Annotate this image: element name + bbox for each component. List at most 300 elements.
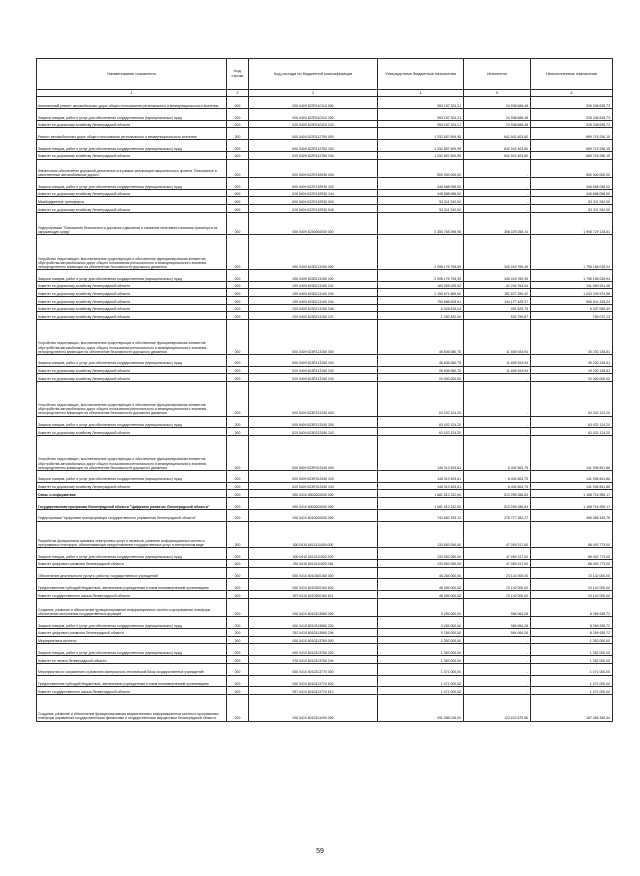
table-row (37, 212, 613, 234)
row-budget-code: 000 0410 0000000000 000 (249, 490, 378, 498)
table-row (37, 617, 613, 629)
row-approved: 750 688 828,61 (378, 296, 464, 304)
row-name: Разработка функционала оказания электронных услуг и сервисов, развитие информационных систем и программных платформ, обеспечивающих предоставление государственных услуг в электронном виде (37, 521, 227, 548)
row-budget-code: 000 0409 622R112750 000 (249, 128, 378, 140)
row-line-code: 200 (227, 644, 249, 656)
row-executed: 24 938 688,48 (464, 120, 531, 128)
row-executed: 6 404 563,75 (464, 482, 531, 490)
row-name: Обеспечение деятельности (услуги, работы) государственных учреждений (37, 567, 227, 579)
row-approved: 291 088 016,00 (378, 695, 464, 722)
header-name: Наименование показателя (37, 59, 227, 90)
table-row (37, 509, 613, 521)
table-row (37, 296, 613, 304)
row-name: Капитальный ремонт автомобильных дорог общего пользования регионального и межмуниципального значения (37, 97, 227, 109)
row-approved: 9 254 000,00 (378, 617, 464, 629)
row-approved: 500 000 000,00 (378, 159, 464, 177)
row-line-code: 200 (227, 235, 249, 270)
row-budget-code: 000 0409 6230213150 000 (249, 235, 378, 270)
row-name: Комитет по дорожному хозяйству Ленинградской области (37, 296, 227, 304)
row-budget-code: 000 0409 623R113150 200 (249, 354, 378, 366)
row-unexecuted: 167 465 340,44 (531, 695, 613, 722)
row-approved: 2 098 176 798,39 (378, 269, 464, 281)
row-executed: 642 942 403,80 (464, 151, 531, 159)
table-row (37, 381, 613, 416)
column-number: 2 (227, 90, 249, 97)
row-executed: - (464, 644, 531, 656)
row-name: Финансовое обеспечение дорожной деятельности в рамках реализации национального проекта "Безопасные и качественные автомобильные дороги" (37, 159, 227, 177)
table-body (37, 97, 613, 722)
table-row (37, 490, 613, 498)
row-budget-code: 029 0409 623R113150 243 (249, 366, 378, 374)
row-budget-code: 000 0410 6010300160 600 (249, 579, 378, 591)
table-row (37, 354, 613, 366)
row-approved: 446 688 058,00 (378, 177, 464, 189)
row-line-code: 200 (227, 675, 249, 687)
row-executed: - (464, 374, 531, 382)
row-line-code: 200 (227, 212, 249, 234)
table-row (37, 366, 613, 374)
row-name: Закупка товаров, работ и услуг для обеспечения государственных (муниципальных) нужд (37, 108, 227, 120)
table-row (37, 197, 613, 205)
row-name: Комитет по дорожному хозяйству Ленинградской области (37, 304, 227, 312)
row-budget-code: 000 0409 622R153930 000 (249, 159, 378, 177)
row-executed: - (464, 159, 531, 177)
row-budget-code: 000 0410 6000000000 000 (249, 497, 378, 509)
row-budget-code: 029 0409 6230213150 242 (249, 281, 378, 289)
row-line-code: 200 (227, 354, 249, 366)
row-approved: 1 071 000,00 (378, 675, 464, 687)
table-row (37, 312, 613, 320)
row-executed: 123 622 675,56 (464, 695, 531, 722)
row-approved: 133 552 090,00 (378, 559, 464, 567)
row-approved: 46 836 080,75 (378, 354, 464, 366)
row-unexecuted: 1 998 729 128,81 (531, 212, 613, 234)
row-executed: - (464, 636, 531, 644)
row-line-code: 200 (227, 628, 249, 636)
row-name: Комитет по дорожному хозяйству Ленинградской области (37, 189, 227, 197)
table-row (37, 559, 613, 567)
row-budget-code: 000 0409 622R153930 500 (249, 197, 378, 205)
row-line-code: 200 (227, 289, 249, 297)
row-unexecuted: 35 230 135,81 (531, 320, 613, 355)
row-approved: 1 352 000,00 (378, 636, 464, 644)
row-approved: 353 187 324,21 (378, 120, 464, 128)
table-row (37, 120, 613, 128)
row-executed: 24 938 688,48 (464, 108, 531, 120)
row-unexecuted: 23 142 000,00 (531, 591, 613, 599)
row-executed: 47 059 317,00 (464, 521, 531, 548)
row-budget-code: 000 0410 6010313760 200 (249, 644, 378, 656)
row-unexecuted: 689 715 296,15 (531, 151, 613, 159)
table-row (37, 636, 613, 644)
row-executed: 23 142 000,00 (464, 567, 531, 579)
row-budget-code: 000 0409 622R112750 200 (249, 140, 378, 152)
row-budget-code: 252 0410 6010111000 246 (249, 559, 378, 567)
row-executed: 513 095 286,83 (464, 497, 531, 509)
table-row (37, 374, 613, 382)
row-line-code: 200 (227, 151, 249, 159)
row-executed: 144 177 425,37 (464, 296, 531, 304)
row-unexecuted: 606 511 203,24 (531, 296, 613, 304)
row-name: Комитет по печати Ленинградской области (37, 656, 227, 664)
row-name: Связь и информатика (37, 490, 227, 498)
table-row (37, 151, 613, 159)
row-name: Мероприятия в проекты (37, 636, 227, 644)
row-unexecuted: 141 908 841,86 (531, 470, 613, 482)
table-row (37, 289, 613, 297)
table-row (37, 591, 613, 599)
row-approved: 46 284 000,00 (378, 579, 464, 591)
row-budget-code: 000 0410 6010313760 000 (249, 636, 378, 644)
row-line-code: 200 (227, 177, 249, 189)
row-line-code: 200 (227, 663, 249, 675)
row-budget-code: 000 0410 6010111000 000 (249, 521, 378, 548)
row-name: Закупка товаров, работ и услуг для обеспечения государственных (муниципальных) нужд (37, 269, 227, 281)
row-approved: 53 311 942,00 (378, 205, 464, 213)
row-budget-code: 000 0409 622R110110 200 (249, 108, 378, 120)
row-approved: 1 681 812 242,00 (378, 490, 464, 498)
row-budget-code: 000 0409 6230213150 200 (249, 269, 378, 281)
row-line-code: 200 (227, 559, 249, 567)
row-budget-code: 029 0409 623R313150 243 (249, 482, 378, 490)
row-unexecuted: 1 758 158 028,94 (531, 269, 613, 281)
row-budget-code: 000 0409 623R113150 000 (249, 320, 378, 355)
row-executed: - (464, 197, 531, 205)
row-unexecuted: 8 269 935,72 (531, 598, 613, 616)
row-budget-code: 000 0410 6010313770 000 (249, 663, 378, 675)
row-name: Комитет по дорожному хозяйству Ленинградской области (37, 312, 227, 320)
row-name: Закупка товаров, работ и услуг для обеспечения государственных (муниципальных) нужд (37, 354, 227, 366)
row-unexecuted: 1 168 716 955,17 (531, 497, 613, 509)
table-row (37, 128, 613, 140)
row-approved: 1 681 812 242,00 (378, 497, 464, 509)
row-line-code: 200 (227, 97, 249, 109)
row-executed: - (464, 381, 531, 416)
header-budget-code: Код расхода по бюджетной классификации (249, 59, 378, 90)
row-unexecuted: 1 071 000,00 (531, 687, 613, 695)
header-unexecuted: Неисполненные назначения (531, 59, 613, 90)
row-name: Закупка товаров, работ и услуг для обеспечения государственных (муниципальных) нужд (37, 470, 227, 482)
row-name: Закупка товаров, работ и услуг для обеспечения государственных (муниципальных) нужд (37, 177, 227, 189)
row-name: Закупка товаров, работ и услуг для обеспечения государственных (муниципальных) нужд (37, 140, 227, 152)
row-unexecuted: 1 758 158 028,94 (531, 235, 613, 270)
header-row (37, 59, 613, 90)
row-approved: 1 332 857 699,95 (378, 151, 464, 159)
row-executed: 152 572 290,42 (464, 289, 531, 297)
row-name: Подпрограмма "Цифровая трансформация государственного управления Ленинградской области" (37, 509, 227, 521)
budget-execution-table (36, 58, 613, 722)
header-approved: Утвержденные бюджетные назначения (378, 59, 464, 90)
row-line-code: 200 (227, 320, 249, 355)
row-line-code: 200 (227, 482, 249, 490)
row-approved: 1 332 857 699,95 (378, 128, 464, 140)
row-unexecuted: 446 688 058,00 (531, 189, 613, 197)
row-unexecuted: 86 492 773,00 (531, 559, 613, 567)
row-unexecuted: 328 248 635,73 (531, 108, 613, 120)
row-approved: 2 098 176 798,39 (378, 235, 464, 270)
row-approved: 9 254 000,00 (378, 598, 464, 616)
row-budget-code: 000 0409 623R213150 200 (249, 416, 378, 428)
row-unexecuted: 15 230 135,81 (531, 366, 613, 374)
row-line-code: 200 (227, 617, 249, 629)
row-unexecuted: 1 352 000,00 (531, 644, 613, 656)
column-number: 4 (378, 90, 464, 97)
row-name: Межбюджетные трансферты (37, 197, 227, 205)
table-row (37, 548, 613, 560)
row-budget-code: 000 0410 6010314490 000 (249, 695, 378, 722)
row-executed: 491 529,75 (464, 304, 531, 312)
table-row (37, 675, 613, 687)
row-executed: 984 064,28 (464, 628, 531, 636)
row-budget-code: 029 0409 6230213150 247 (249, 312, 378, 320)
row-line-code: 200 (227, 548, 249, 560)
row-name: Мероприятия по сохранению и развитию материально-технической базы государственных учреждений (37, 663, 227, 675)
table-row (37, 567, 613, 579)
row-budget-code: 029 0409 622R110110 243 (249, 120, 378, 128)
row-executed: - (464, 416, 531, 428)
row-unexecuted: 63 432 124,20 (531, 381, 613, 416)
row-unexecuted: 141 060 261,48 (531, 281, 613, 289)
row-approved: 1 155 871 865,00 (378, 289, 464, 297)
row-executed: - (464, 675, 531, 687)
table-row (37, 644, 613, 656)
row-name: Комитет по дорожному хозяйству Ленинградской области (37, 289, 227, 297)
row-name: Комитет по дорожному хозяйству Ленинградской области (37, 205, 227, 213)
row-unexecuted: 63 432 124,20 (531, 428, 613, 436)
row-line-code: 200 (227, 497, 249, 509)
table-row (37, 695, 613, 722)
row-unexecuted: 1 352 000,00 (531, 636, 613, 644)
row-approved: 46 284 000,00 (378, 567, 464, 579)
row-budget-code: 029 0409 6230213150 243 (249, 289, 378, 297)
row-line-code: 200 (227, 656, 249, 664)
row-approved: 63 432 124,20 (378, 381, 464, 416)
row-unexecuted: 8 269 935,72 (531, 628, 613, 636)
row-line-code: 200 (227, 579, 249, 591)
row-line-code: 200 (227, 521, 249, 548)
row-unexecuted: 23 142 000,00 (531, 579, 613, 591)
row-name: Создание, развитие и обеспечение функционирования информационных систем и программных платформ обеспечения исполнения государственных функций (37, 598, 227, 616)
row-line-code: 200 (227, 428, 249, 436)
row-approved: 1 352 000,00 (378, 656, 464, 664)
column-number: 5 (464, 90, 531, 97)
table-row (37, 159, 613, 177)
table-row (37, 482, 613, 490)
row-budget-code: 000 0409 623R313150 000 (249, 436, 378, 471)
row-line-code: 200 (227, 108, 249, 120)
row-executed: 23 142 000,00 (464, 579, 531, 591)
row-line-code: 200 (227, 159, 249, 177)
table-row (37, 281, 613, 289)
row-approved: 183 305 025,52 (378, 281, 464, 289)
row-budget-code: 000 0409 622R110110 000 (249, 97, 378, 109)
row-line-code: 200 (227, 140, 249, 152)
row-executed: - (464, 656, 531, 664)
row-line-code: 200 (227, 197, 249, 205)
row-name: Комитет государственного заказа Ленинградской области (37, 687, 227, 695)
row-line-code: 200 (227, 120, 249, 128)
row-budget-code: 029 0409 623R113150 244 (249, 374, 378, 382)
table-row (37, 235, 613, 270)
table-row (37, 177, 613, 189)
row-approved: 63 432 124,20 (378, 428, 464, 436)
row-name: Комитет по дорожному хозяйству Ленинградской области (37, 482, 227, 490)
row-name: Комитет по дорожному хозяйству Ленинградской области (37, 151, 227, 159)
row-name: Закупка товаров, работ и услуг для обеспечения государственных (муниципальных) нужд (37, 548, 227, 560)
row-name: Устройство недостающих, восстановление существующих и обеспечение функционирования элементов обустройства автомобильных дорог общего пользования регионального и межмуниципального значения, непосредственно влияющих на обеспечение безопасности дорожного движения (37, 436, 227, 471)
row-name: Комитет по дорожному хозяйству Ленинградской области (37, 366, 227, 374)
row-line-code: 200 (227, 269, 249, 281)
row-budget-code: 997 0410 6010300160 611 (249, 591, 378, 599)
row-budget-code: 000 0409 622R153930 200 (249, 177, 378, 189)
row-budget-code: 000 0410 6010313580 200 (249, 617, 378, 629)
row-budget-code: 976 0410 6010313760 244 (249, 656, 378, 664)
table-row (37, 628, 613, 636)
table-row (37, 189, 613, 197)
row-budget-code: 000 0409 623R213150 000 (249, 381, 378, 416)
row-executed: 23 142 000,00 (464, 591, 531, 599)
row-unexecuted: 689 715 296,15 (531, 140, 613, 152)
row-approved: 148 313 405,61 (378, 436, 464, 471)
row-unexecuted: 1 071 000,00 (531, 675, 613, 687)
row-approved: 9 254 000,00 (378, 628, 464, 636)
row-executed: - (464, 687, 531, 695)
row-line-code: 200 (227, 436, 249, 471)
table-row (37, 304, 613, 312)
row-line-code: 200 (227, 591, 249, 599)
row-budget-code: 000 0409 623R313150 200 (249, 470, 378, 482)
row-name: Государственная программа Ленинградской области "Цифровое развитие Ленинградской области" (37, 497, 227, 509)
row-line-code: 200 (227, 205, 249, 213)
row-line-code: 200 (227, 296, 249, 304)
row-executed: 42 244 764,04 (464, 281, 531, 289)
row-budget-code: 029 0409 622R112750 244 (249, 151, 378, 159)
row-name: Закупка товаров, работ и услуг для обеспечения государственных (муниципальных) нужд (37, 617, 227, 629)
column-number-row (37, 90, 613, 97)
row-budget-code: 252 0410 6010313580 246 (249, 628, 378, 636)
row-executed: 11 605 924,94 (464, 354, 531, 366)
row-unexecuted: 750 072,13 (531, 312, 613, 320)
table-row (37, 470, 613, 482)
row-unexecuted: 1 352 000,00 (531, 656, 613, 664)
row-unexecuted: 141 908 841,86 (531, 436, 613, 471)
row-executed: 642 942 403,80 (464, 140, 531, 152)
row-executed: 340 018 769,45 (464, 235, 531, 270)
header-executed: Исполнено (464, 59, 531, 90)
row-line-code: 200 (227, 416, 249, 428)
table-row (37, 598, 613, 616)
row-line-code: 200 (227, 687, 249, 695)
row-line-code: 200 (227, 366, 249, 374)
row-unexecuted: 141 908 841,86 (531, 482, 613, 490)
row-approved: 63 432 124,20 (378, 416, 464, 428)
row-approved: 743 882 793,12 (378, 509, 464, 521)
row-executed: - (464, 189, 531, 197)
row-executed: - (464, 428, 531, 436)
row-approved: 1 282 832,00 (378, 312, 464, 320)
row-approved: 353 187 324,21 (378, 97, 464, 109)
table-row (37, 320, 613, 355)
table-row (37, 416, 613, 428)
table-row (37, 656, 613, 664)
page-number: 59 (316, 848, 324, 855)
row-executed: 47 059 317,00 (464, 559, 531, 567)
table-row (37, 205, 613, 213)
row-unexecuted: 20 000 000,00 (531, 374, 613, 382)
table-row (37, 140, 613, 152)
row-budget-code: 000 0410 6010313770 600 (249, 675, 378, 687)
row-unexecuted: 1 071 000,00 (531, 663, 613, 675)
row-executed: 513 095 286,83 (464, 490, 531, 498)
row-name: Комитет государственного заказа Ленинградской области (37, 591, 227, 599)
row-name: Комитет по дорожному хозяйству Ленинградской области (37, 428, 227, 436)
row-budget-code: 029 0409 622R153930 540 (249, 205, 378, 213)
row-unexecuted: 689 715 296,15 (531, 128, 613, 140)
row-budget-code: 000 0410 6010000000 000 (249, 509, 378, 521)
table-row (37, 436, 613, 471)
row-executed: 984 064,28 (464, 617, 531, 629)
row-line-code: 200 (227, 509, 249, 521)
row-approved: 53 311 942,00 (378, 197, 464, 205)
row-unexecuted: 23 142 000,00 (531, 567, 613, 579)
table-row (37, 521, 613, 548)
row-name: Комитет по дорожному хозяйству Ленинградской области (37, 281, 227, 289)
row-approved: 353 187 324,21 (378, 108, 464, 120)
row-budget-code: 029 0409 6230213150 246 (249, 304, 378, 312)
row-executed: 358 029 258,14 (464, 212, 531, 234)
row-line-code: 200 (227, 598, 249, 616)
row-name: Предоставление субсидий бюджетным, автономным учреждениям и иным некоммерческим организациям (37, 675, 227, 687)
row-line-code: 200 (227, 567, 249, 579)
row-executed: 278 777 352,27 (464, 509, 531, 521)
row-budget-code: 997 0410 6010313770 612 (249, 687, 378, 695)
row-name: Комитет цифрового развития Ленинградской области (37, 628, 227, 636)
row-unexecuted: 86 492 773,00 (531, 548, 613, 560)
row-unexecuted: 1 168 716 955,17 (531, 490, 613, 498)
row-approved: 6 928 615,24 (378, 304, 464, 312)
table-row (37, 497, 613, 509)
column-number: 3 (249, 90, 378, 97)
row-approved: 2 356 758 396,95 (378, 212, 464, 234)
row-executed: 11 605 924,94 (464, 320, 531, 355)
row-approved: 20 000 000,00 (378, 374, 464, 382)
row-unexecuted: 53 311 942,00 (531, 197, 613, 205)
row-unexecuted: 328 248 635,73 (531, 97, 613, 109)
row-line-code: 200 (227, 636, 249, 644)
row-approved: 1 332 857 699,95 (378, 140, 464, 152)
row-executed: 47 059 317,00 (464, 548, 531, 560)
row-executed: 984 064,28 (464, 598, 531, 616)
row-approved: 1 071 000,00 (378, 687, 464, 695)
row-unexecuted: 446 688 058,00 (531, 177, 613, 189)
row-name: Закупка товаров, работ и услуг для обеспечения государственных (муниципальных) нужд (37, 416, 227, 428)
row-name: Ремонт автомобильных дорог общего пользования регионального и межмуниципального значения (37, 128, 227, 140)
row-name: Подпрограмма "Повышение безопасности дорожного движения и снижение негативного влияния транспорта на окружающую среду" (37, 212, 227, 234)
row-unexecuted: 6 437 085,49 (531, 304, 613, 312)
table-row (37, 663, 613, 675)
row-unexecuted: 86 492 773,00 (531, 521, 613, 548)
row-line-code: 200 (227, 312, 249, 320)
row-approved: 1 352 000,00 (378, 644, 464, 656)
row-approved: 148 313 405,61 (378, 482, 464, 490)
row-unexecuted: 53 311 942,00 (531, 205, 613, 213)
row-approved: 26 836 080,75 (378, 366, 464, 374)
row-executed: 6 404 563,75 (464, 436, 531, 471)
row-line-code: 200 (227, 374, 249, 382)
table-row (37, 428, 613, 436)
budget-table-sheet (36, 58, 612, 722)
table-row (37, 108, 613, 120)
